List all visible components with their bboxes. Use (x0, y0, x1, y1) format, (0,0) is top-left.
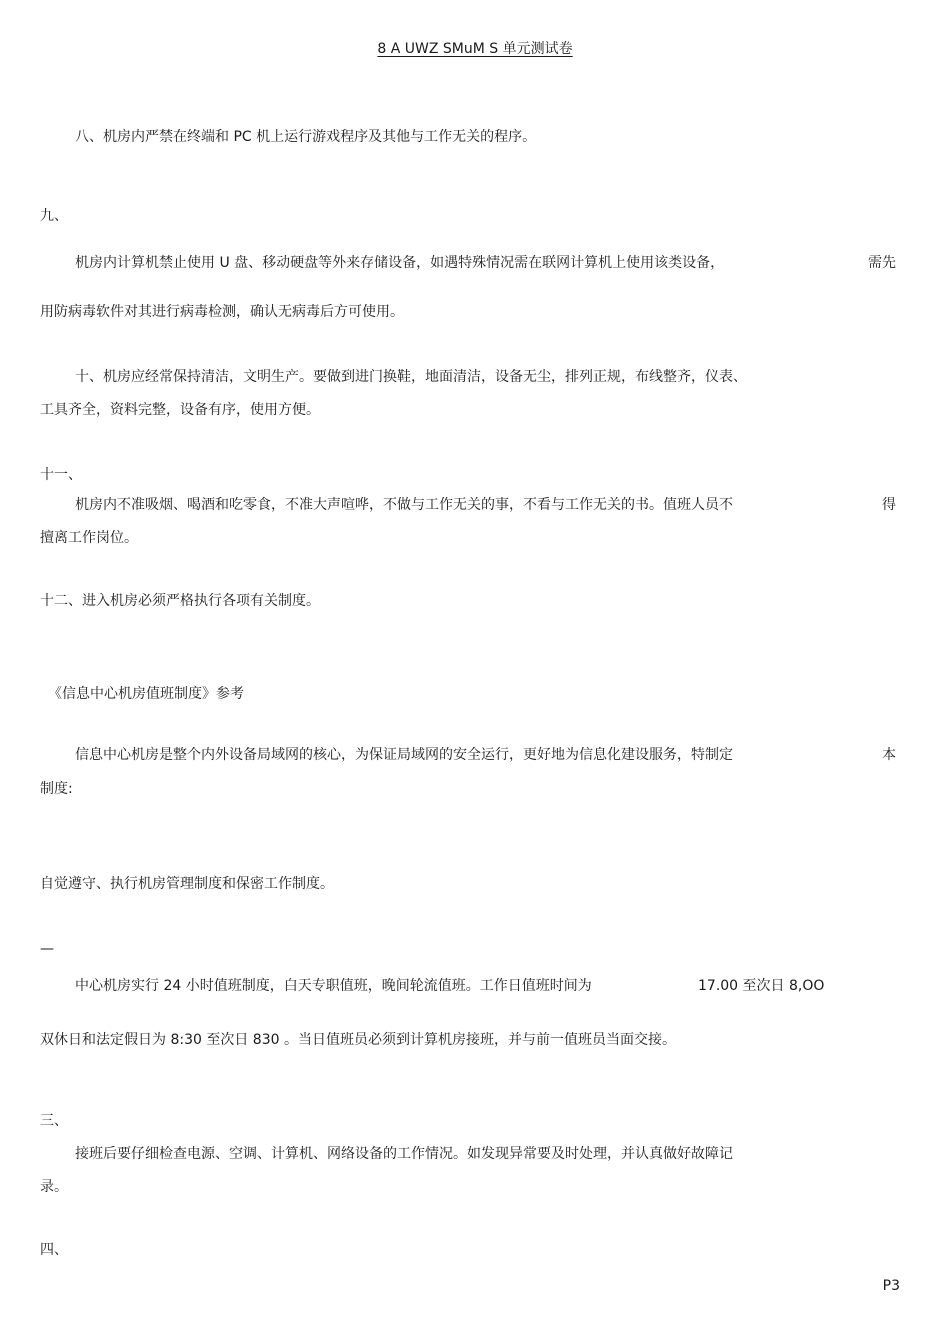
item-11-line-1: 机房内不准吸烟、喝酒和吃零食，不准大声喧哗，不做与工作无关的事，不看与工作无关的书。值班人员不 (75, 497, 733, 513)
intro-line-2: 制度: (40, 781, 73, 797)
rule-2-line-2: 双休日和法定假日为 8:30 至次日 830 。当日值班员必须到计算机房接班，并与前一值班员当面交接。 (40, 1032, 676, 1048)
header-title: 8 A UWZ SMuM S 单元测试卷 (377, 41, 573, 57)
intro-line-1-end: 本 (882, 747, 896, 763)
rule-4-label: 四、 (40, 1242, 68, 1258)
item-11-label: 十一、 (40, 467, 82, 483)
section-title: 《信息中心机房值班制度》参考 (48, 686, 244, 702)
rule-3-line-1: 接班后要仔细检查电源、空调、计算机、网络设备的工作情况。如发现异常要及时处理，并认真做好故障记 (75, 1146, 733, 1162)
item-11-line-1-end: 得 (882, 497, 896, 513)
intro-line-1: 信息中心机房是整个内外设备局域网的核心，为保证局域网的安全运行，更好地为信息化建设服务，特制定 (75, 747, 733, 763)
item-8: 八、机房内严禁在终端和 PC 机上运行游戏程序及其他与工作无关的程序。 (75, 129, 537, 145)
item-9-line-1-end: 需先 (868, 255, 896, 271)
rule-3-label: 三、 (40, 1113, 68, 1129)
item-9-label: 九、 (40, 208, 68, 224)
item-9-line-2: 用防病毒软件对其进行病毒检测，确认无病毒后方可使用。 (40, 304, 404, 320)
page-header (0, 40, 950, 58)
item-10-line-1: 十、机房应经常保持清洁，文明生产。要做到进门换鞋，地面清洁，设备无尘，排列正规，布线整齐，仪表、 (75, 369, 747, 385)
item-10-line-2: 工具齐全，资料完整，设备有序，使用方便。 (40, 402, 320, 418)
rule-2-line-1-end: 17.00 至次日 8,OO (698, 978, 825, 994)
item-12: 十二、进入机房必须严格执行各项有关制度。 (40, 593, 320, 609)
rule-2-line-1: 中心机房实行 24 小时值班制度，白天专职值班，晚间轮流值班。工作日值班时间为 (75, 978, 592, 994)
item-9-line-1: 机房内计算机禁止使用 U 盘、移动硬盘等外来存储设备，如遇特殊情况需在联网计算机上使用该类设备， (75, 255, 725, 271)
rule-2-label: — (40, 941, 54, 957)
page-number: P3 (882, 1278, 900, 1294)
rule-1: 自觉遵守、执行机房管理制度和保密工作制度。 (40, 876, 334, 892)
item-11-line-2: 擅离工作岗位。 (40, 530, 138, 546)
rule-3-line-2: 录。 (40, 1179, 68, 1195)
